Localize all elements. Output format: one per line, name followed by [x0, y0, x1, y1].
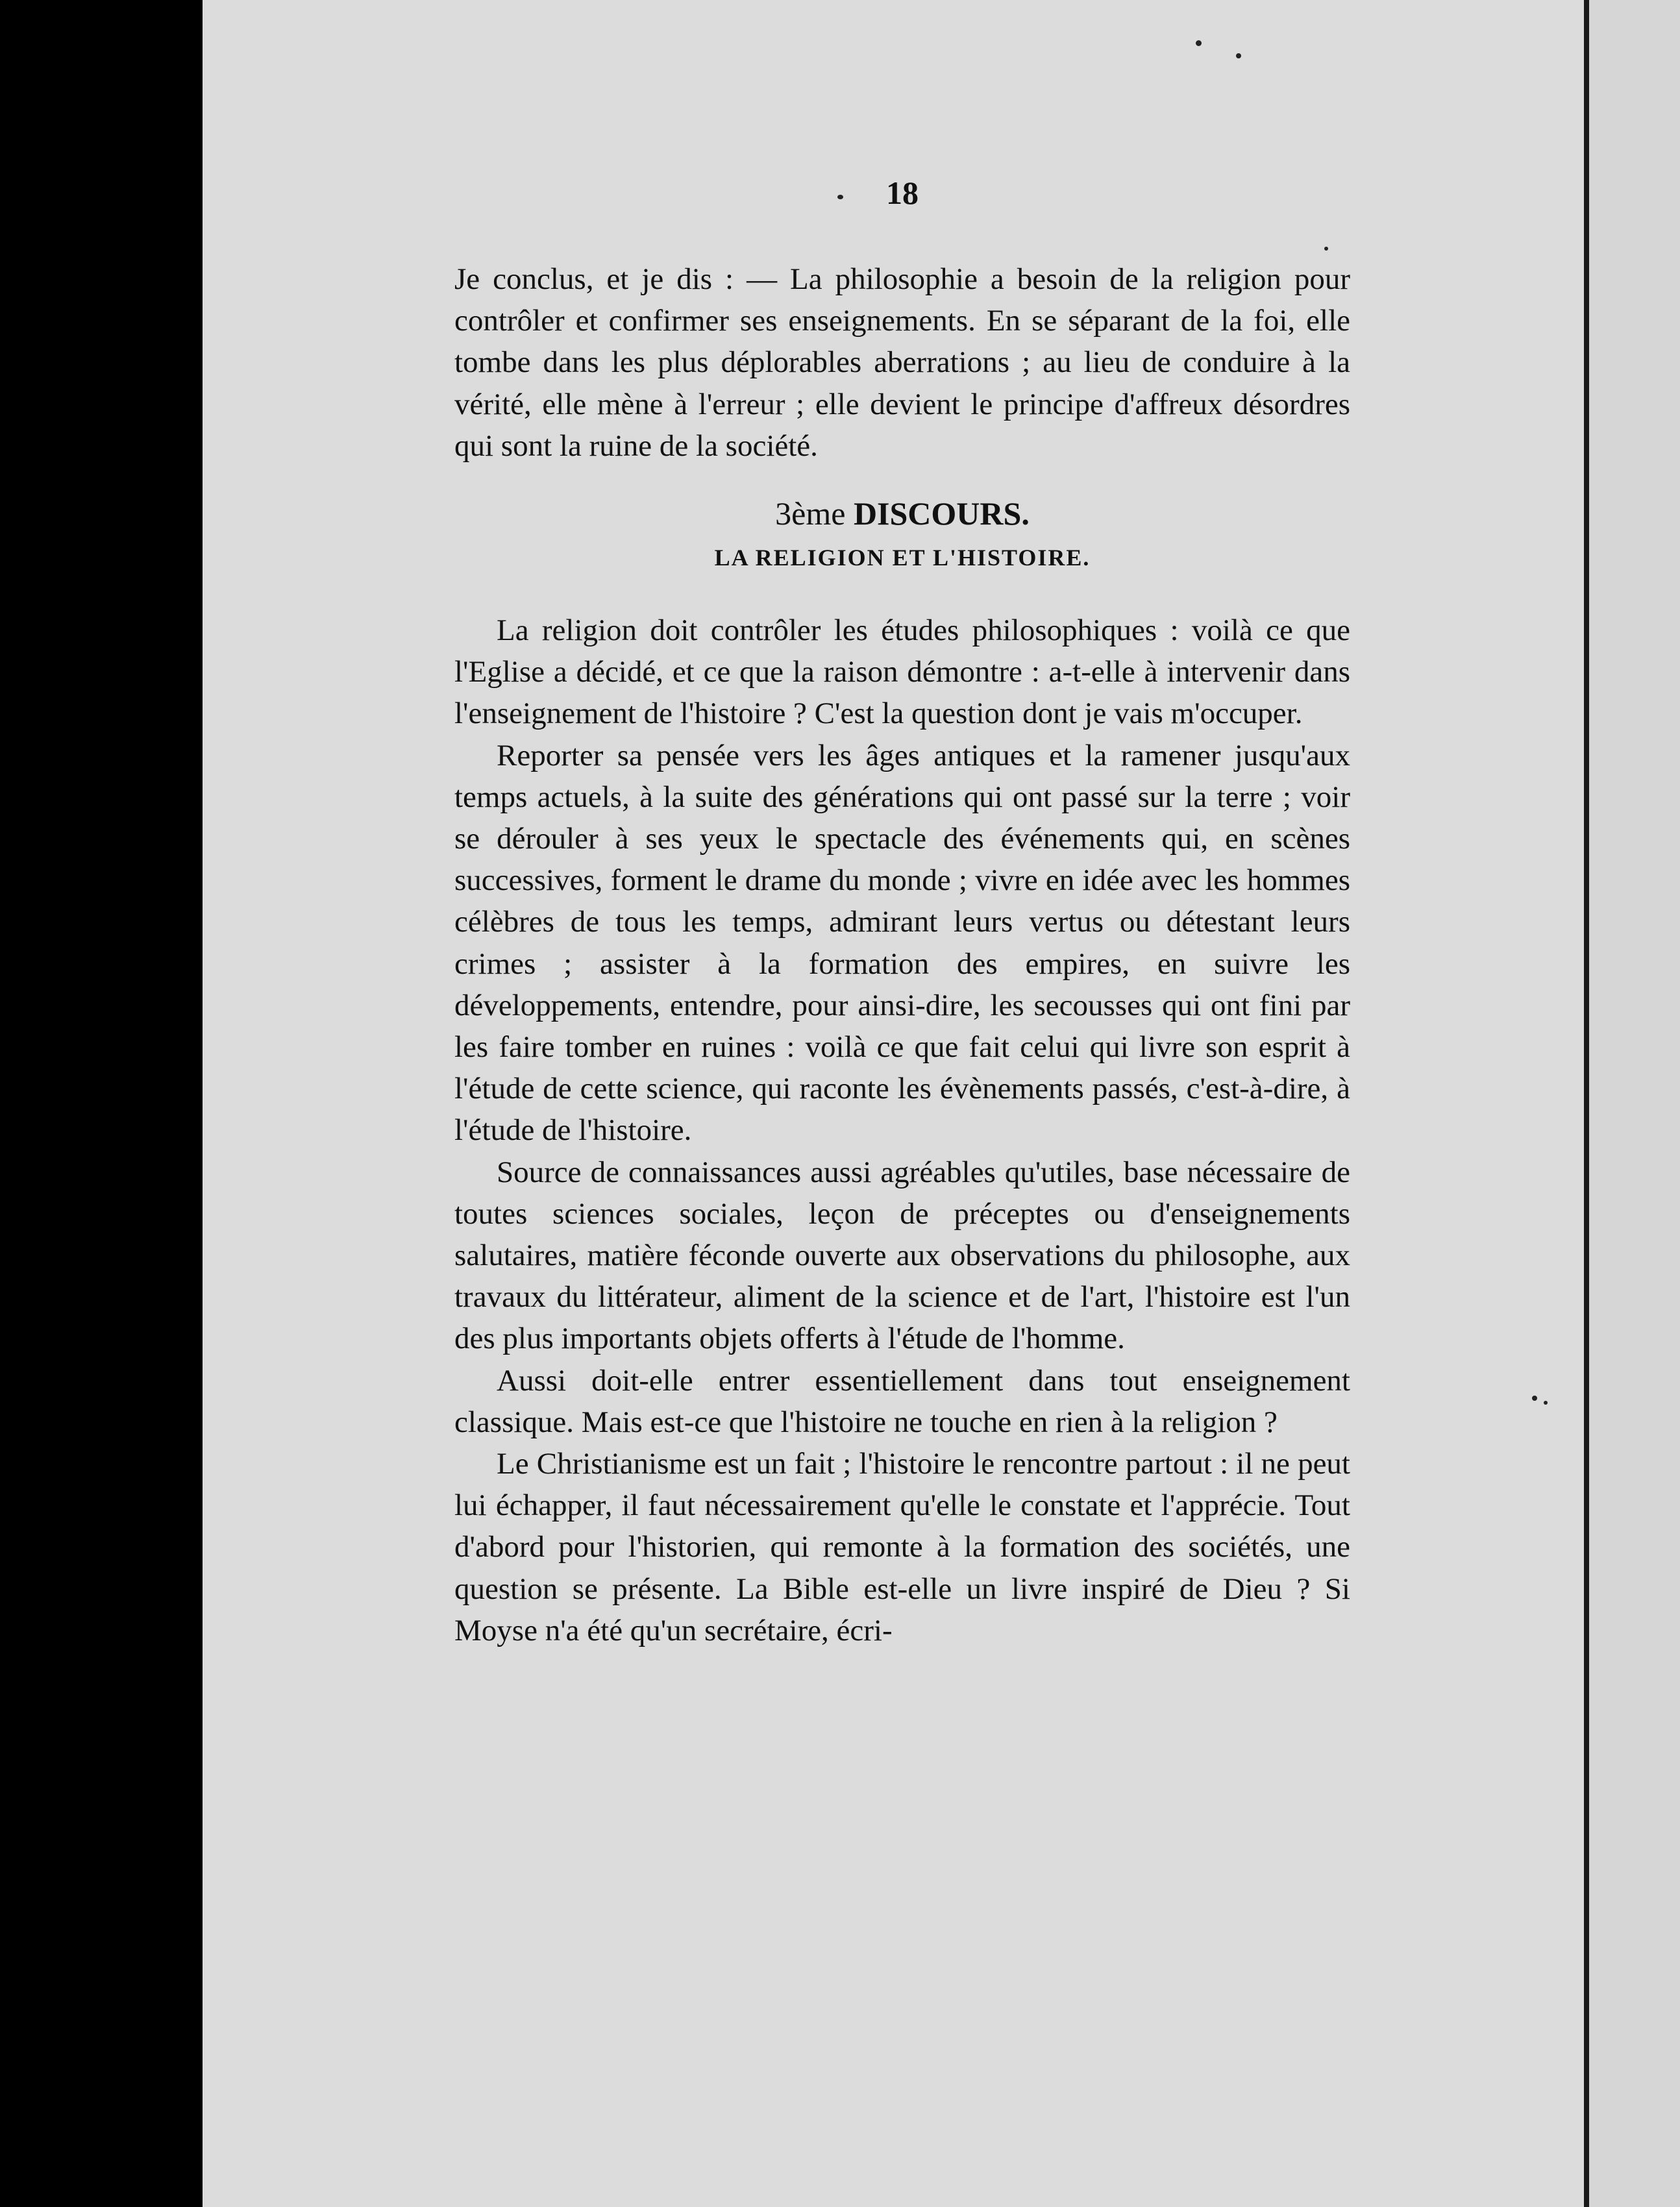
section-title: DISCOURS. — [853, 495, 1030, 532]
ink-speck — [1532, 1396, 1537, 1401]
section-subtitle: LA RELIGION ET L'HISTOIRE. — [714, 545, 1091, 571]
page-gutter-edge — [1584, 0, 1589, 2207]
page-number: 18 — [886, 175, 919, 211]
body-paragraph: Aussi doit-elle entrer essentiellement dans tout enseignement classique. Mais est-ce que l'histoire ne touche en rien à la religion ? — [454, 1363, 1350, 1439]
ink-speck — [1196, 40, 1202, 46]
section-ordinal: 3ème — [775, 495, 846, 532]
body-paragraph: Source de connaissances aussi agréables qu'utiles, base nécessaire de toutes sciences sociales, leçon de préceptes ou d'enseignements salutaires, matière féconde ouverte aux observations du philosophe, aux travaux du littérateur, aliment de la science et de l'art, l'histoire est l'un des plus importants objets offerts à l'étude de l'homme. — [454, 1155, 1350, 1356]
page-text-block — [454, 170, 1350, 1651]
ink-speck — [1236, 53, 1241, 58]
body-paragraph: La religion doit contrôler les études philosophiques : voilà ce que l'Eglise a décidé, et ce que la raison démontre : a-t-elle à intervenir dans l'enseignement de l'histoire ? C'est la question dont je vais m'occuper. — [454, 613, 1350, 731]
body-paragraph: Le Christianisme est un fait ; l'histoire le rencontre partout : il ne peut lui échapper, il faut nécessairement qu'elle le constate et l'apprécie. Tout d'abord pour l'historien, qui remonte à la formation des sociétés, une question se présente. La Bible est-elle un livre inspiré de Dieu ? Si Moyse n'a été qu'un secrétaire, écri- — [454, 1447, 1350, 1647]
body-paragraph: Reporter sa pensée vers les âges antiques et la ramener jusqu'aux temps actuels, à la suite des générations qui ont passé sur la terre ; voir se dérouler à ses yeux le spectacle des événements qui, en scènes successives, forment le drame du monde ; vivre en idée avec les hommes célèbres de tous les temps, admirant leurs vertus ou détestant leurs crimes ; assister à la formation des empires, en suivre les développements, entendre, pour ainsi-dire, les secousses qui ont fini par les faire tomber en ruines : voilà ce que fait celui qui livre son esprit à l'étude de cette science, qui raconte les évènements passés, c'est-à-dire, à l'étude de l'histoire. — [454, 738, 1350, 1148]
ink-speck — [1544, 1401, 1548, 1405]
adjacent-page-strip — [1589, 0, 1680, 2207]
section-heading — [454, 493, 1350, 534]
intro-paragraph: Je conclus, et je dis : — La philosophie a besoin de la religion pour contrôler et confirmer ses enseignements. En se séparant de la foi, elle tombe dans les plus déplorables aberrations ; au lieu de conduire à la vérité, elle mène à l'erreur ; elle devient le principe d'affreux désordres qui sont la ruine de la société. — [454, 262, 1350, 463]
